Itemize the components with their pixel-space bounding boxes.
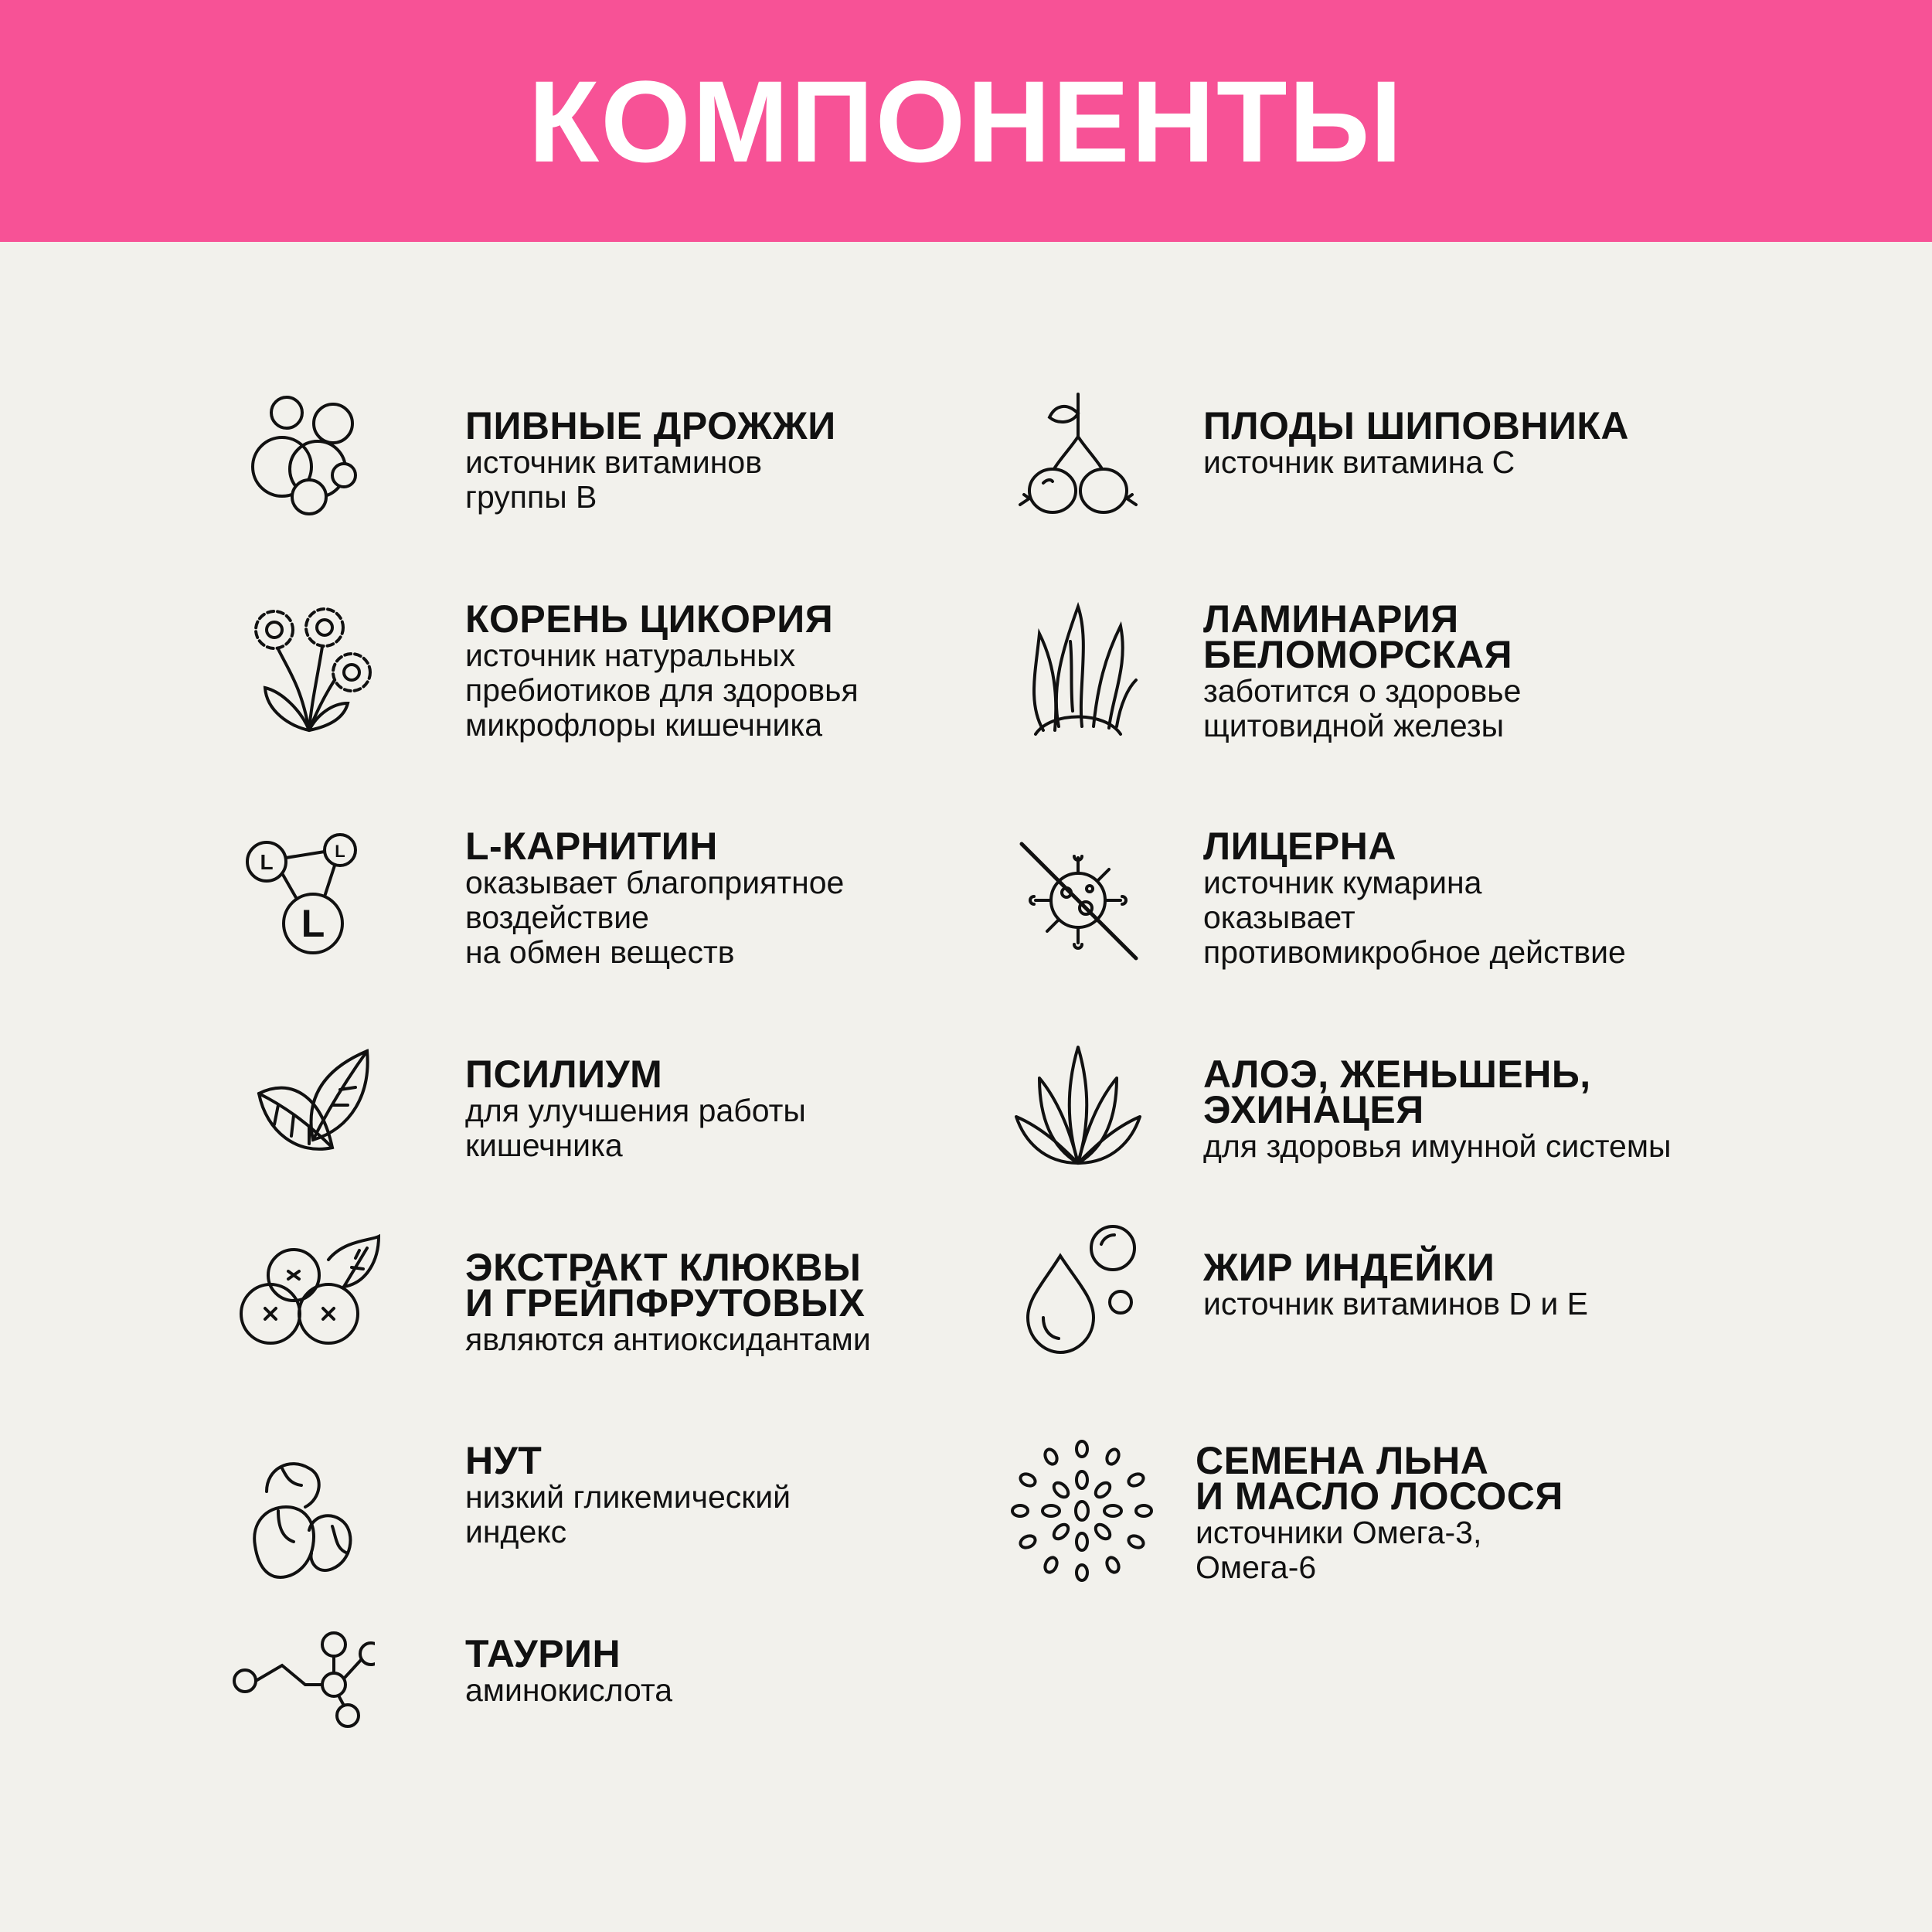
component-name: СЕМЕНА ЛЬНА И МАСЛО ЛОСОСЯ [1196, 1439, 1563, 1518]
component-name: ЖИР ИНДЕЙКИ [1203, 1246, 1495, 1289]
oil-drop-icon [1005, 1213, 1151, 1360]
component-name: ПИВНЫЕ ДРОЖЖИ [465, 404, 836, 447]
yeast-bubbles-icon [236, 383, 383, 529]
component-name: НУТ [465, 1439, 543, 1482]
page-title: КОМПОНЕНТЫ [528, 56, 1404, 186]
header-banner [0, 0, 1932, 242]
component-description: оказывает благоприятное воздействие на обмен веществ [465, 865, 845, 970]
seeds-circle-icon [1009, 1437, 1155, 1584]
component-description: источник витамина С [1203, 444, 1515, 480]
svg-text:L: L [260, 850, 274, 874]
component-description: источники Омега-3, Омега-6 [1196, 1515, 1482, 1585]
component-name: ЛИЦЕРНА [1203, 825, 1396, 868]
component-name: КОРЕНЬ ЦИКОРИЯ [465, 597, 834, 641]
svg-text:L: L [335, 842, 345, 861]
no-microbe-icon [1005, 827, 1151, 974]
component-name: L-КАРНИТИН [465, 825, 718, 868]
component-description: низкий гликемический индекс [465, 1479, 791, 1549]
l-carnitine-molecule-icon [236, 827, 383, 974]
component-description: источник кумарина оказывает противомикробное действие [1203, 865, 1626, 970]
component-name: ПЛОДЫ ШИПОВНИКА [1203, 404, 1630, 447]
chicory-flower-icon [236, 595, 383, 742]
component-description: заботится о здоровье щитовидной железы [1203, 673, 1522, 743]
component-description: аминокислота [465, 1672, 673, 1708]
component-name: ТАУРИН [465, 1632, 621, 1675]
component-name: ЛАМИНАРИЯ БЕЛОМОРСКАЯ [1203, 597, 1513, 676]
taurine-molecule-icon [228, 1607, 375, 1754]
component-description: для улучшения работы кишечника [465, 1093, 806, 1163]
aloe-icon [1005, 1032, 1151, 1179]
leaves-icon [236, 1032, 383, 1179]
rosehip-icon [1005, 383, 1151, 529]
component-name: ПСИЛИУМ [465, 1053, 663, 1096]
component-description: источник витаминов группы В [465, 444, 762, 515]
component-name: ЭКСТРАКТ КЛЮКВЫ И ГРЕЙПФРУТОВЫХ [465, 1246, 866, 1325]
svg-text:L: L [301, 902, 325, 945]
component-description: являются антиоксидантами [465, 1321, 871, 1357]
component-description: источник витаминов D и E [1203, 1286, 1589, 1321]
seaweed-icon [1005, 595, 1151, 742]
component-name: АЛОЭ, ЖЕНЬШЕНЬ, ЭХИНАЦЕЯ [1203, 1053, 1591, 1131]
component-description: для здоровья имунной системы [1203, 1128, 1672, 1164]
cranberry-icon [236, 1229, 383, 1376]
chickpea-icon [236, 1437, 383, 1584]
component-description: источник натуральных пребиотиков для здоровья микрофлоры кишечника [465, 638, 859, 743]
